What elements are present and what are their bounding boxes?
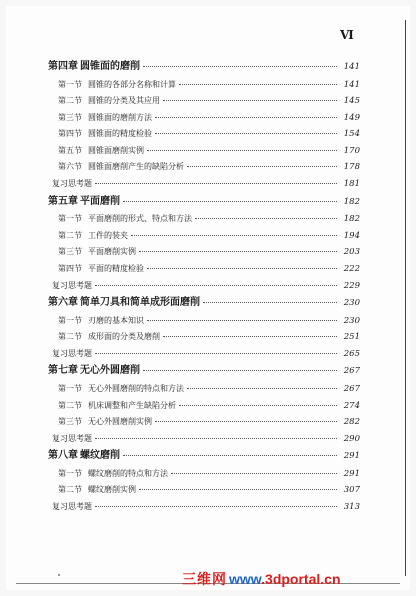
toc-page-number: 267 <box>343 366 360 377</box>
toc-review-title: 复习思考题 <box>52 433 92 443</box>
toc-chapter-title: 螺纹磨削 <box>80 450 120 462</box>
toc-section-title: 刃磨的基本知识 <box>88 315 144 325</box>
toc-chapter-row <box>48 447 360 466</box>
dot-leader <box>95 183 337 184</box>
toc-section-row <box>48 143 360 160</box>
dot-leader <box>95 353 337 354</box>
toc-review-title: 复习思考题 <box>52 280 92 290</box>
toc-chapter-row <box>48 58 360 77</box>
toc-section-row <box>48 228 360 245</box>
toc-chapter-title: 无心外圆磨削 <box>80 365 140 377</box>
toc-page-number: 274 <box>343 400 360 411</box>
toc-page-number: 291 <box>343 468 360 479</box>
dot-leader <box>123 201 337 202</box>
dot-leader <box>147 320 337 321</box>
toc-section-row <box>48 244 360 261</box>
toc-section-title: 螺纹磨削实例 <box>88 485 136 495</box>
dot-leader <box>179 84 337 85</box>
scan-speck <box>58 574 60 576</box>
toc-page-number: 290 <box>343 433 360 444</box>
toc-page-number: 170 <box>343 145 360 156</box>
dot-leader <box>187 166 337 167</box>
toc-page-number: 230 <box>343 315 360 326</box>
toc-section-number: 第一节 <box>58 214 82 224</box>
toc-section-row <box>48 313 360 330</box>
toc-section-row <box>48 482 360 499</box>
toc-section-title: 无心外圆磨削实例 <box>88 417 152 427</box>
toc-section-row <box>48 414 360 431</box>
toc-section-title: 圆锥的分类及其应用 <box>88 96 160 106</box>
toc-section-number: 第三节 <box>58 247 82 257</box>
toc-review-row <box>48 346 360 363</box>
toc-section-title: 成形面的分类及磨削 <box>88 332 160 342</box>
toc-section-title: 圆锥面的精度检验 <box>88 129 152 139</box>
dot-leader <box>131 235 337 236</box>
watermark-url <box>229 571 341 587</box>
toc-page-number: 141 <box>343 79 360 90</box>
dot-leader <box>143 370 337 371</box>
toc-chapter-title: 简单刀具和简单成形面磨削 <box>80 297 200 309</box>
toc-chapter-title: 圆锥面的磨削 <box>80 61 140 72</box>
dot-leader <box>163 336 337 337</box>
dot-leader <box>187 388 337 389</box>
toc-section-number: 第五节 <box>58 145 82 155</box>
dot-leader <box>195 218 337 219</box>
dot-leader <box>203 302 337 303</box>
toc-section-number: 第二节 <box>58 332 82 342</box>
toc-page-number: 149 <box>343 112 360 123</box>
toc-review-title: 复习思考题 <box>52 501 92 511</box>
toc-section-title: 圆锥面磨削实例 <box>88 145 144 155</box>
toc-review-row <box>48 499 360 516</box>
toc-section-title: 平面磨削的形式、特点和方法 <box>88 214 192 224</box>
toc-page-number: 141 <box>343 62 360 72</box>
toc-section-number: 第六节 <box>58 162 82 172</box>
toc-section-row <box>48 159 360 176</box>
toc-section-number: 第二节 <box>58 485 82 495</box>
toc-section-number: 第二节 <box>58 400 82 410</box>
toc-page-number: 154 <box>343 129 360 140</box>
table-of-contents <box>48 58 360 516</box>
toc-page-number: 267 <box>343 383 360 394</box>
watermark-url-www: www <box>229 571 262 587</box>
toc-section-title: 螺纹磨削的特点和方法 <box>88 468 168 478</box>
page-edge-right <box>405 20 406 576</box>
toc-chapter-number: 第七章 <box>48 365 78 377</box>
dot-leader <box>147 150 337 151</box>
toc-section-row <box>48 398 360 415</box>
site-watermark <box>182 570 341 588</box>
toc-section-title: 无心外圆磨削的特点和方法 <box>88 383 184 393</box>
toc-chapter-number: 第六章 <box>48 297 78 309</box>
toc-page-number: 229 <box>343 280 360 291</box>
toc-section-title: 工件的装夹 <box>88 230 128 240</box>
toc-section-number: 第一节 <box>58 468 82 478</box>
toc-review-row <box>48 176 360 193</box>
toc-page-number: 203 <box>343 247 360 258</box>
toc-page-number: 181 <box>343 179 360 190</box>
toc-page-number: 313 <box>343 501 360 512</box>
dot-leader <box>155 133 337 134</box>
toc-page-number: 265 <box>343 348 360 359</box>
watermark-cn-text: 三维网 <box>182 572 227 588</box>
toc-section-row <box>48 211 360 228</box>
toc-chapter-title: 平面磨削 <box>80 195 120 207</box>
dot-leader <box>139 251 337 252</box>
toc-section-row <box>48 381 360 398</box>
toc-section-row <box>48 77 360 94</box>
dot-leader <box>123 455 337 456</box>
toc-section-row <box>48 261 360 278</box>
toc-section-row <box>48 126 360 143</box>
toc-section-title: 圆锥面磨削产生的缺陷分析 <box>88 162 184 172</box>
toc-page-number: 251 <box>343 332 360 343</box>
toc-section-title: 平面的精度检验 <box>88 263 144 273</box>
toc-page-number: 182 <box>343 214 360 225</box>
toc-section-title: 圆锥面的磨削方法 <box>88 112 152 122</box>
dot-leader <box>155 117 337 118</box>
dot-leader <box>163 100 337 101</box>
toc-page-number: 145 <box>343 96 360 107</box>
toc-section-number: 第四节 <box>58 263 82 273</box>
toc-chapter-row <box>48 193 360 212</box>
toc-section-number: 第一节 <box>58 315 82 325</box>
toc-page-number: 230 <box>343 298 360 309</box>
toc-chapter-row <box>48 294 360 313</box>
toc-section-title: 圆锥的各部分名称和计算 <box>88 79 176 89</box>
toc-chapter-number: 第八章 <box>48 450 78 462</box>
dot-leader <box>95 438 337 439</box>
toc-section-row <box>48 110 360 127</box>
toc-section-number: 第二节 <box>58 96 82 106</box>
toc-section-number: 第三节 <box>58 417 82 427</box>
toc-section-row <box>48 93 360 110</box>
dot-leader <box>147 268 337 269</box>
toc-section-number: 第四节 <box>58 129 82 139</box>
toc-section-row <box>48 466 360 483</box>
toc-page-number: 307 <box>343 485 360 496</box>
toc-section-row <box>48 329 360 346</box>
toc-chapter-number: 第四章 <box>48 61 78 72</box>
toc-section-number: 第一节 <box>58 383 82 393</box>
toc-page-number: 178 <box>343 162 360 173</box>
watermark-url-domain: .3dportal.cn <box>261 571 341 587</box>
toc-chapter-number: 第五章 <box>48 195 78 207</box>
toc-section-number: 第三节 <box>58 112 82 122</box>
toc-section-number: 第二节 <box>58 230 82 240</box>
toc-page-number: 194 <box>343 230 360 241</box>
toc-section-number: 第一节 <box>58 79 82 89</box>
toc-page-number: 182 <box>343 196 360 207</box>
dot-leader <box>95 285 337 286</box>
toc-section-title: 平面磨削实例 <box>88 247 136 257</box>
dot-leader <box>171 473 337 474</box>
toc-review-title: 复习思考题 <box>52 179 92 189</box>
dot-leader <box>95 506 337 507</box>
toc-section-title: 机床调整和产生缺陷分析 <box>88 400 176 410</box>
dot-leader <box>139 489 337 490</box>
toc-page-number: 222 <box>343 263 360 274</box>
dot-leader <box>179 405 337 406</box>
toc-chapter-row <box>48 362 360 381</box>
toc-review-row <box>48 278 360 295</box>
toc-review-title: 复习思考题 <box>52 348 92 358</box>
toc-page-number: 282 <box>343 417 360 428</box>
page-number: Ⅵ <box>340 28 355 42</box>
dot-leader <box>143 66 337 67</box>
toc-review-row <box>48 431 360 448</box>
toc-page-number: 291 <box>343 451 360 462</box>
dot-leader <box>155 421 337 422</box>
